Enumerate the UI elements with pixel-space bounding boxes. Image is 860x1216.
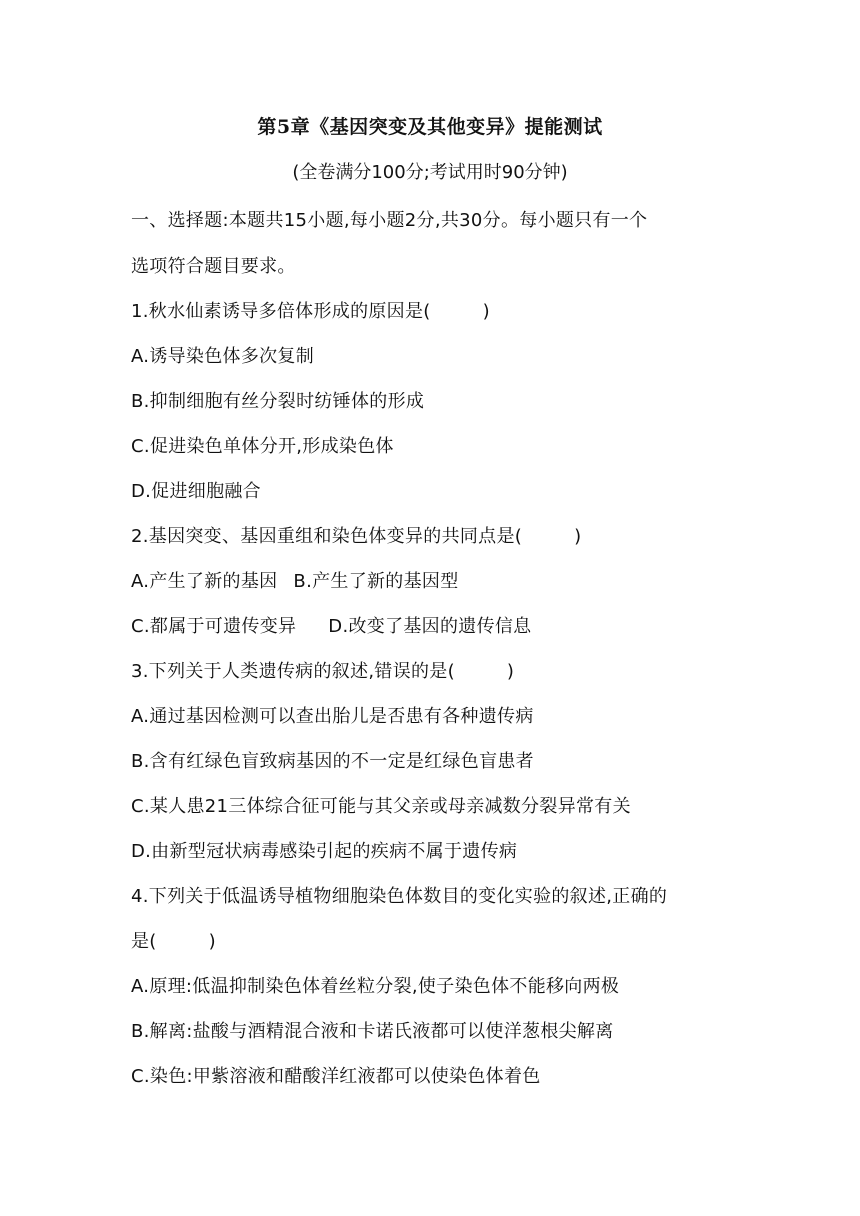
question-3-option-d: D.由新型冠状病毒感染引起的疾病不属于遗传病: [131, 841, 518, 862]
page-subtitle: (全卷满分100分;考试用时90分钟): [292, 162, 568, 183]
question-3-stem: [131, 657, 514, 683]
question-3-option-c: C.某人患21三体综合征可能与其父亲或母亲减数分裂异常有关: [131, 796, 631, 817]
question-1-option-c: C.促进染色单体分开,形成染色体: [131, 436, 394, 457]
question-2-option-d: D.改变了基因的遗传信息: [328, 616, 532, 637]
page-title: 第5章《基因突变及其他变异》提能测试: [257, 116, 603, 138]
question-2-stem: [131, 522, 581, 548]
question-2-options-row-1: [131, 567, 459, 593]
question-4-option-a: A.原理:低温抑制染色体着丝粒分裂,使子染色体不能移向两极: [131, 976, 620, 997]
question-4-option-b: B.解离:盐酸与酒精混合液和卡诺氏液都可以使洋葱根尖解离: [131, 1021, 614, 1042]
question-3-stem-close: ): [506, 661, 515, 682]
question-4-stem: 4.下列关于低温诱导植物细胞染色体数目的变化实验的叙述,正确的: [131, 886, 668, 907]
question-4-option-c: C.染色:甲紫溶液和醋酸洋红液都可以使染色体着色: [131, 1066, 541, 1087]
question-2-options-row-2: [131, 612, 531, 638]
question-4-stem-close: ): [208, 931, 216, 952]
question-2-option-b: B.产生了新的基因型: [293, 571, 459, 592]
question-3-stem-text: 3.下列关于人类遗传病的叙述,错误的是(: [131, 661, 455, 682]
question-3-option-a: A.通过基因检测可以查出胎儿是否患有各种遗传病: [131, 706, 534, 727]
section-instruction-line-1: 一、选择题:本题共15小题,每小题2分,共30分。每小题只有一个: [131, 210, 648, 231]
question-2-option-c: C.都属于可遗传变异: [131, 616, 297, 637]
question-1-stem-close: ): [482, 301, 490, 322]
question-1-option-d: D.促进细胞融合: [131, 481, 261, 502]
question-2-option-a: A.产生了新的基因: [131, 571, 278, 592]
question-4-stem-text-2: 是(: [131, 931, 157, 952]
question-2-stem-text: 2.基因突变、基因重组和染色体变异的共同点是(: [131, 526, 523, 547]
question-1-stem: [131, 297, 490, 323]
question-1-option-b: B.抑制细胞有丝分裂时纺锤体的形成: [131, 391, 425, 412]
question-1-stem-text: 1.秋水仙素诱导多倍体形成的原因是(: [131, 301, 431, 322]
question-3-option-b: B.含有红绿色盲致病基因的不一定是红绿色盲患者: [131, 751, 534, 772]
section-instruction-line-2: 选项符合题目要求。: [131, 256, 296, 277]
question-1-option-a: A.诱导染色体多次复制: [131, 346, 315, 367]
question-4-stem-line-2: [131, 927, 216, 953]
question-2-stem-close: ): [574, 526, 582, 547]
